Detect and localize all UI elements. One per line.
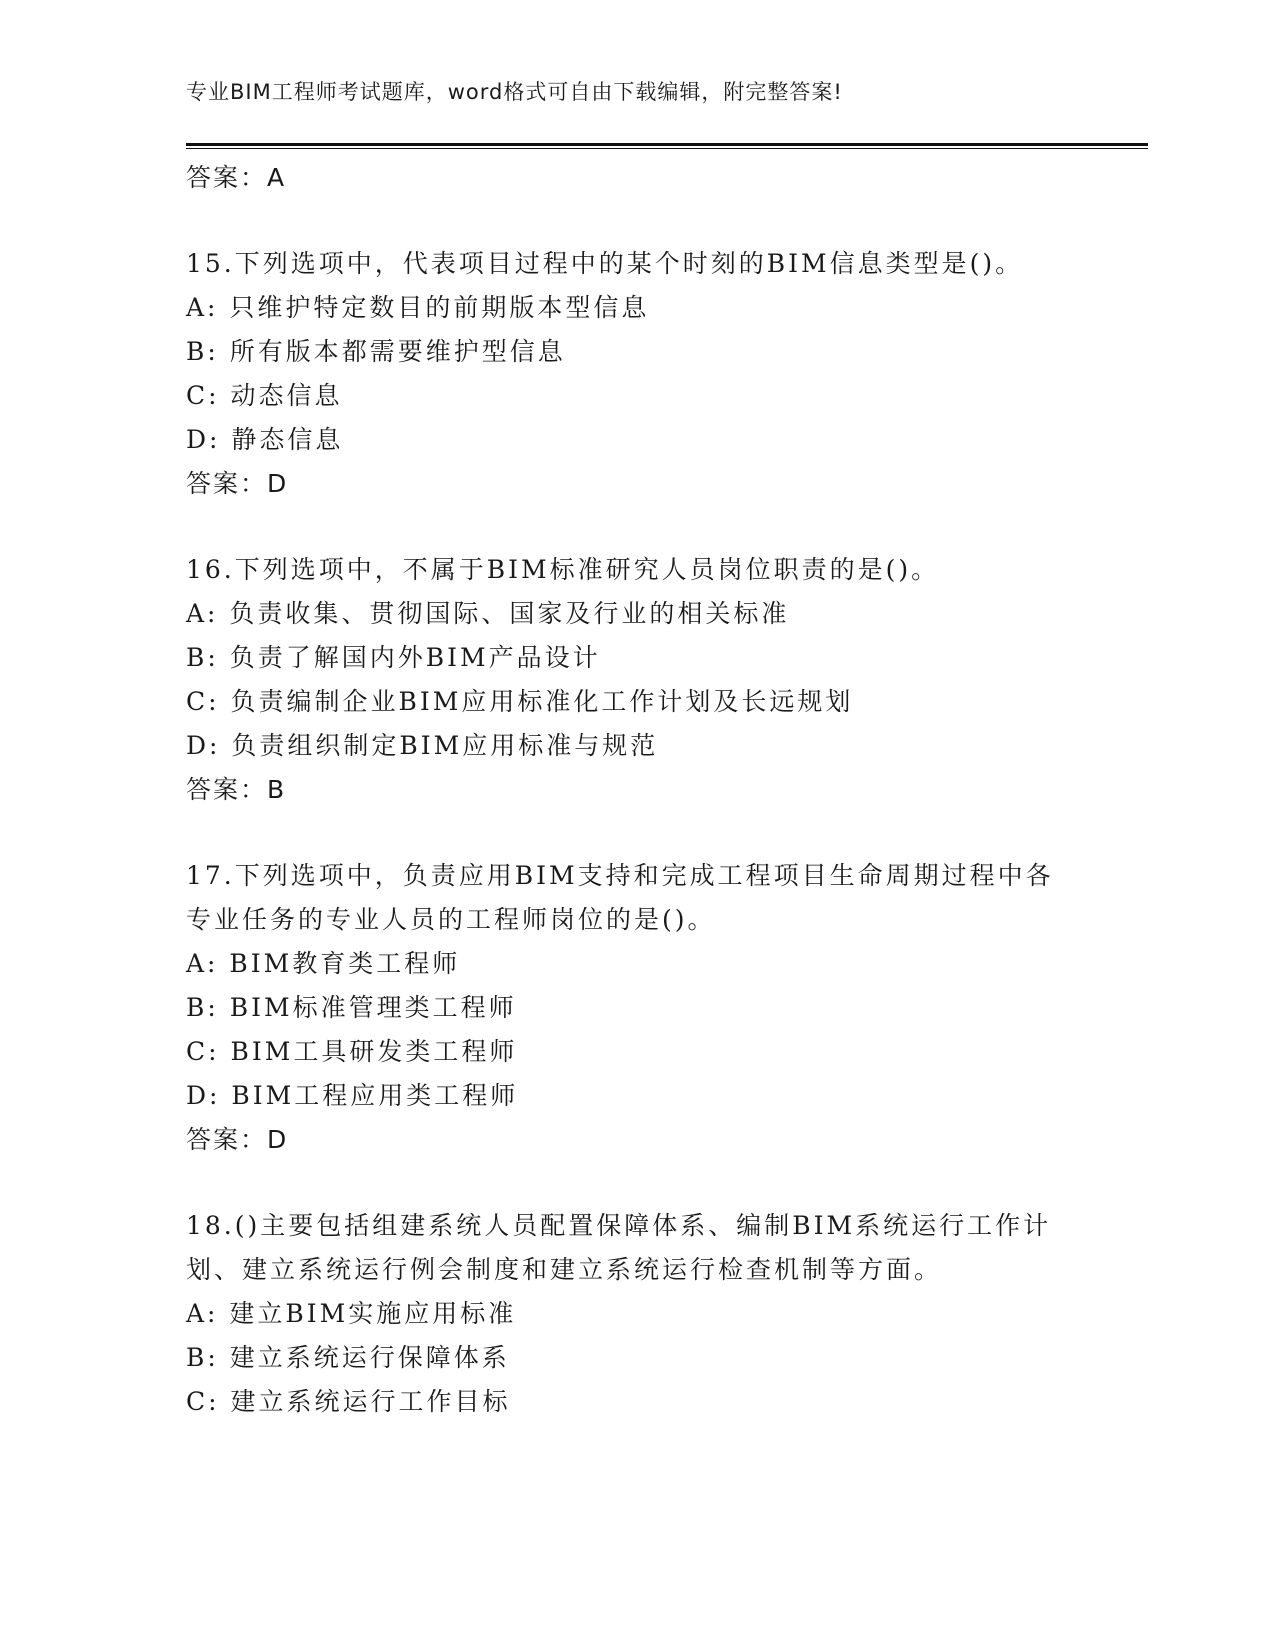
answer-line: 答案：D [186,1125,289,1154]
question-stem: 16.下列选项中，不属于BIM标准研究人员岗位职责的是()。 [186,555,940,584]
option-b: B: BIM标准管理类工程师 [186,993,517,1022]
option-b: B: 负责了解国内外BIM产品设计 [186,643,601,672]
answer-line: 答案：B [186,775,287,804]
question-stem-continued: 划、建立系统运行例会制度和建立系统运行检查机制等方面。 [186,1255,943,1284]
option-c: C: 建立系统运行工作目标 [186,1387,511,1416]
option-d: D: BIM工程应用类工程师 [186,1081,519,1110]
question-stem: 18.()主要包括组建系统人员配置保障体系、编制BIM系统运行工作计 [186,1211,1052,1240]
option-a: A: 负责收集、贯彻国际、国家及行业的相关标准 [186,599,790,628]
option-a: A: 建立BIM实施应用标准 [186,1299,517,1328]
option-a: A: 只维护特定数目的前期版本型信息 [186,293,650,322]
answer-line: 答案：D [186,469,289,498]
question-stem: 17.下列选项中，负责应用BIM支持和完成工程项目生命周期过程中各 [186,861,1054,890]
option-c: C: 动态信息 [186,381,343,410]
option-b: B: 所有版本都需要维护型信息 [186,337,566,366]
question-stem: 15.下列选项中，代表项目过程中的某个时刻的BIM信息类型是()。 [186,249,1024,278]
option-d: D: 负责组织制定BIM应用标准与规范 [186,731,659,760]
header-rule-thick [186,143,1148,146]
option-b: B: 建立系统运行保障体系 [186,1343,510,1372]
answer-line: 答案：A [186,163,287,192]
page-header: 专业BIM工程师考试题库，word格式可自由下载编辑，附完整答案! [186,80,843,104]
header-rule-thin [186,148,1148,149]
question-stem-continued: 专业任务的专业人员的工程师岗位的是()。 [186,905,716,934]
option-c: C: 负责编制企业BIM应用标准化工作计划及长远规划 [186,687,854,716]
option-d: D: 静态信息 [186,425,344,454]
option-c: C: BIM工具研发类工程师 [186,1037,518,1066]
option-a: A: BIM教育类工程师 [186,949,461,978]
